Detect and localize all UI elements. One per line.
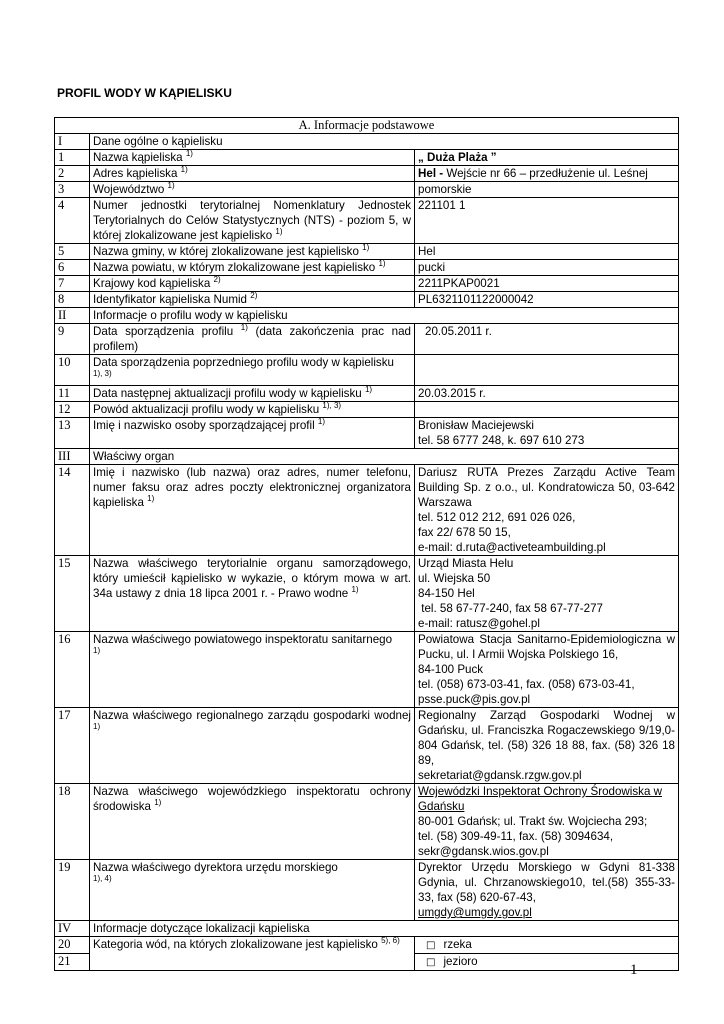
row-number: IV: [55, 921, 90, 937]
row-label: Imię i nazwisko osoby sporządzającej profil $^{1)}$: [90, 418, 415, 449]
row-value: 20.05.2011 r.: [415, 324, 679, 355]
section-header-row: [55, 118, 679, 134]
table-row: [55, 465, 679, 556]
row-number: 16: [55, 632, 90, 708]
row-number: 4: [55, 198, 90, 244]
option-jezioro: □ jezioro: [415, 954, 679, 971]
row-number: 15: [55, 556, 90, 632]
table-row: [55, 449, 679, 465]
section-label: Informacje dotyczące lokalizacji kąpieliska: [90, 921, 679, 937]
section-a-heading: A. Informacje podstawowe: [55, 118, 679, 134]
document-title: PROFIL WODY W KĄPIELISKU: [57, 86, 232, 100]
table-row: [55, 402, 679, 418]
row-value: pucki: [415, 260, 679, 276]
table-row: [55, 150, 679, 166]
checkbox-icon[interactable]: □: [426, 957, 436, 968]
option-rzeka: □ rzeka: [415, 937, 679, 954]
table-row: [55, 166, 679, 182]
row-number: 19: [55, 860, 90, 921]
row-number: 18: [55, 784, 90, 860]
row-label: Nazwa właściwego regionalnego zarządu gospodarki wodnej $^{1)}$: [90, 708, 415, 784]
row-number: III: [55, 449, 90, 465]
row-label: Adres kąpieliska $^{1)}$: [90, 166, 415, 182]
row-value: Powiatowa Stacja Sanitarno-Epidemiologiczna w Pucku, ul. I Armii Wojska Polskiego 16, 84-100 Puck tel. (058) 673-03-41, fax. (058) 673-03-41, psse.puck@pis.gov.pl: [415, 632, 679, 708]
table-row: [55, 937, 679, 954]
row-label: Powód aktualizacji profilu wody w kąpielisku $^{1), 3)}$: [90, 402, 415, 418]
row-label: Województwo $^{1)}$: [90, 182, 415, 198]
table-row: [55, 324, 679, 355]
row-number: 6: [55, 260, 90, 276]
row-label: Identyfikator kąpieliska Numid $^{2)}$: [90, 292, 415, 308]
section-label: Informacje o profilu wody w kąpielisku: [90, 308, 679, 324]
row-number: 12: [55, 402, 90, 418]
table-row: [55, 632, 679, 708]
row-label: Nazwa właściwego terytorialnie organu samorządowego, który umieścił kąpielisko w wykazie, o którym mowa w art. 34a ustawy z dnia 18 lipca 2001 r. - Prawo wodne $^{1)}$: [90, 556, 415, 632]
table-row: [55, 134, 679, 150]
row-number: 14: [55, 465, 90, 556]
row-number: 21: [55, 954, 90, 971]
table-row: [55, 418, 679, 449]
row-number: 3: [55, 182, 90, 198]
table-row: [55, 386, 679, 402]
row-number: I: [55, 134, 90, 150]
row-value: Regionalny Zarząd Gospodarki Wodnej w Gdańsku, ul. Franciszka Rogaczewskiego 9/19,0-804 Gdańsk, tel. (58) 326 18 88, fax. (58) 326 18 89, sekretariat@gdansk.rzgw.gov.pl: [415, 708, 679, 784]
row-value: Bronisław Maciejewski tel. 58 6777 248, k. 697 610 273: [415, 418, 679, 449]
row-value: Dariusz RUTA Prezes Zarządu Active Team Building Sp. z o.o., ul. Kondratowicza 50, 03-642 Warszawa tel. 512 012 212, 691 026 026, fax 22/ 678 50 15, e-mail: d.ruta@activeteambuilding.pl: [415, 465, 679, 556]
row-number: 2: [55, 166, 90, 182]
row-number: 20: [55, 937, 90, 954]
row-label: Nazwa gminy, w której zlokalizowane jest kąpielisko $^{1)}$: [90, 244, 415, 260]
table-row: [55, 355, 679, 386]
row-number: 9: [55, 324, 90, 355]
row-value: 221101 1: [415, 198, 679, 244]
row-label: Data następnej aktualizacji profilu wody w kąpielisku $^{1)}$: [90, 386, 415, 402]
row-value: Wojewódzki Inspektorat Ochrony Środowiska w Gdańsku 80-001 Gdańsk; ul. Trakt św. Wojciecha 293; tel. (58) 309-49-11, fax. (58) 3094634, sekr@gdansk.wios.gov.pl: [415, 784, 679, 860]
row-number: 8: [55, 292, 90, 308]
row-number: 17: [55, 708, 90, 784]
row-label: Data sporządzenia poprzedniego profilu wody w kąpielisku $^{1), 3)}$: [90, 355, 415, 386]
section-label: Dane ogólne o kąpielisku: [90, 134, 679, 150]
row-value: Urząd Miasta Helu ul. Wiejska 50 84-150 Hel tel. 58 67-77-240, fax 58 67-77-277 e-mail: ratusz@gohel.pl: [415, 556, 679, 632]
row-number: 5: [55, 244, 90, 260]
table-row: [55, 292, 679, 308]
row-value: 20.03.2015 r.: [415, 386, 679, 402]
row-number: 7: [55, 276, 90, 292]
row-value: „ Duża Plaża ”: [415, 150, 679, 166]
row-label: Nazwa właściwego dyrektora urzędu morskiego $^{1), 4)}$: [90, 860, 415, 921]
row-number: 11: [55, 386, 90, 402]
row-value: PL6321101122000042: [415, 292, 679, 308]
row-value: Hel - Wejście nr 66 – przedłużenie ul. Leśnej: [415, 166, 679, 182]
row-label: Nazwa kąpieliska $^{1)}$: [90, 150, 415, 166]
table-row: [55, 182, 679, 198]
row-label: Nazwa właściwego powiatowego inspektoratu sanitarnego $^{1)}$: [90, 632, 415, 708]
row-value: [415, 355, 679, 386]
row-value: Hel: [415, 244, 679, 260]
row-label: Nazwa powiatu, w którym zlokalizowane jest kąpielisko $^{1)}$: [90, 260, 415, 276]
row-label: Nazwa właściwego wojewódzkiego inspektoratu ochrony środowiska $^{1)}$: [90, 784, 415, 860]
table-row: [55, 198, 679, 244]
table-row: [55, 708, 679, 784]
row-number: 10: [55, 355, 90, 386]
profile-table: [54, 117, 679, 971]
section-label: Właściwy organ: [90, 449, 679, 465]
page-number: 1: [630, 962, 638, 978]
row-value: pomorskie: [415, 182, 679, 198]
row-number: 13: [55, 418, 90, 449]
row-label: Krajowy kod kąpieliska $^{2)}$: [90, 276, 415, 292]
row-label: Data sporządzenia profilu $^{1)}$ (data zakończenia prac nad profilem): [90, 324, 415, 355]
table-row: [55, 244, 679, 260]
table-row: [55, 276, 679, 292]
row-label: Imię i nazwisko (lub nazwa) oraz adres, numer telefonu, numer faksu oraz adres poczty elektronicznej organizatora kąpieliska $^{1)}$: [90, 465, 415, 556]
table-row: [55, 556, 679, 632]
checkbox-icon[interactable]: □: [426, 940, 436, 951]
table-row: [55, 921, 679, 937]
table-row: [55, 308, 679, 324]
row-value: Dyrektor Urzędu Morskiego w Gdyni 81-338 Gdynia, ul. Chrzanowskiego10, tel.(58) 355-33-33, fax (58) 620-67-43, umgdy@umgdy.gov.pl: [415, 860, 679, 921]
row-label: Numer jednostki terytorialnej Nomenklatury Jednostek Terytorialnych do Celów Statystycznych (NTS) - poziom 5, w której zlokalizowane jest kąpielisko $^{1)}$: [90, 198, 415, 244]
table-row: [55, 260, 679, 276]
row-label: Kategoria wód, na których zlokalizowane jest kąpielisko $^{5), 6)}$: [90, 937, 415, 971]
row-value: 2211PKAP0021: [415, 276, 679, 292]
row-number: 1: [55, 150, 90, 166]
row-number: II: [55, 308, 90, 324]
table-row: [55, 784, 679, 860]
row-value: [415, 402, 679, 418]
table-row: [55, 860, 679, 921]
